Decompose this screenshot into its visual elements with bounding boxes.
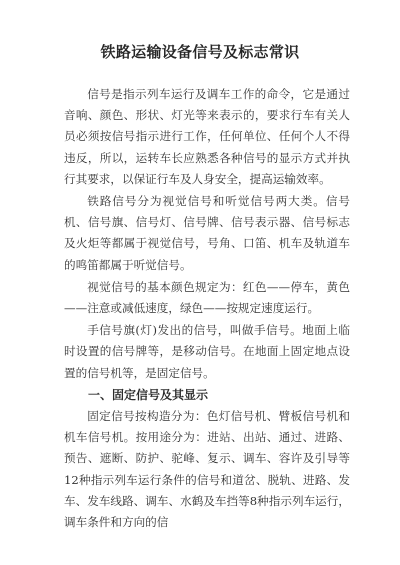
- paragraph-signal-types: 铁路信号分为视觉信号和听觉信号两大类。信号机、信号旗、信号灯、信号牌、信号表示器、信号标志及火炬等都属于视觉信号，号角、口笛、机车及轨道车的鸣笛都属于听觉信号。: [64, 194, 350, 272]
- paragraph-signal-definition: 信号是指示列车运行及调车工作的命令，它是通过音响、颜色、形状、灯光等来表示的，要求行车有关人员必须按信号指示进行工作，任何单位、任何个人不得违反，所以，运转车长应熟悉各种信号的显示方式并执行其要求，以保证行车及人身安全，提高运输效率。: [64, 87, 350, 186]
- section-heading: 一、固定信号及其显示: [88, 387, 209, 402]
- paragraph-fixed-signal-classification: 固定信号按构造分为：色灯信号机、臂板信号机和机车信号机。按用途分为：进站、出站、通过、进路、预告、遮断、防护、驼峰、复示、调车、容许及引导等12种指示列车运行条件的信号和道岔、脱轨、进路、发车、发车线路、调车、水鹤及车挡等8种指示列车运行，调车条件和方向的信: [64, 409, 350, 530]
- document-body: [64, 84, 350, 534]
- paragraph-basic-colors: 视觉信号的基本颜色规定为：红色——停车，黄色——注意或减低速度，绿色——按规定速度运行。: [64, 279, 350, 316]
- paragraph-signal-kinds: 手信号旗(灯)发出的信号，叫做手信号。地面上临时设置的信号牌等，是移动信号。在地面上固定地点设置的信号机等，是固定信号。: [64, 323, 350, 380]
- document-title: 铁路运输设备信号及标志常识: [100, 43, 300, 61]
